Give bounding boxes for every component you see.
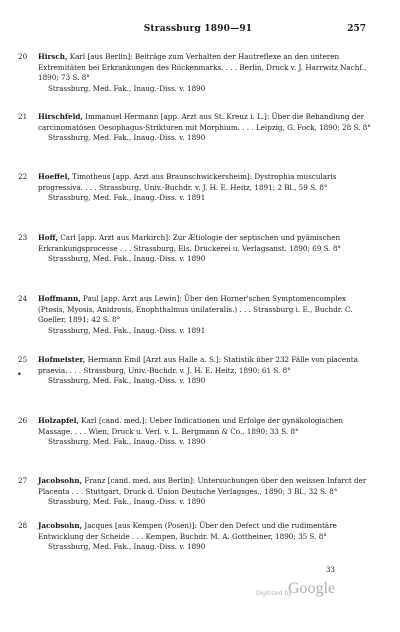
- entry-number: 20: [18, 52, 28, 61]
- entry-dissertation: Strassburg, Med. Fak., Inaug.-Diss. v. 1890: [48, 437, 206, 447]
- digitization-watermark: [256, 580, 386, 604]
- entry-text: Hermann Emil [Arzt aus Halle a. S.]: Statistik über 232 Fälle von placenta praevia. . . . Strassburg, Univ.-Buchdr. v. J. H. E. Heitz, 1890; 61 S. 8°: [38, 355, 358, 375]
- bibliography-entry: [18, 112, 372, 144]
- entry-dissertation: Strassburg, Med. Fak., Inaug.-Diss. v. 1890: [48, 83, 206, 93]
- entry-author: Hoffmann,: [38, 294, 81, 303]
- entry-text: Timotheus [app. Arzt aus Braunschwickersheim]: Dystrophia muscularis progressiva. . . . Strassburg, Univ.-Buchdr. v. J. H. E. Heitz, 1891; 2 Bl., 59 S. 8°: [38, 172, 337, 192]
- entry-author: Hoeffel,: [38, 172, 70, 181]
- bibliography-entry: [18, 172, 372, 204]
- bibliography-entry: [18, 476, 372, 508]
- entry-author: Hofmeister,: [38, 355, 86, 364]
- entry-dissertation: Strassburg, Med. Fak., Inaug.-Diss. v. 1890: [48, 376, 206, 386]
- entry-dissertation: Strassburg, Med. Fak., Inaug.-Diss. v. 1890: [48, 133, 206, 143]
- entry-number: 25: [18, 355, 28, 364]
- page-number: 257: [347, 24, 366, 34]
- entry-author: Hirschfeld,: [38, 112, 83, 121]
- entry-dissertation: Strassburg, Med. Fak., Inaug.-Diss. v. 1891: [48, 193, 206, 203]
- entry-text: Immanuel Hermann [app. Arzt aus St. Kreuz i. L.]: Über die Behandlung der carcinomatösen Oesophagus-Strikturen mit Morphium. . . . Leipzig, G. Fock, 1890; 28 S. 8°: [38, 112, 371, 132]
- entry-dissertation: Strassburg, Med. Fak., Inaug.-Diss. v. 1890: [48, 254, 206, 264]
- entry-author: Holzapfel,: [38, 416, 79, 425]
- bibliography-entry: [18, 52, 372, 94]
- entry-text: Carl [app. Arzt aus Markirch]: Zur Ætiologie der septischen und pyämischen Erkrankungsprocesse . . . Strassburg, Els. Druckerei u. Verlagsanst. 1890; 69 S. 8°: [38, 233, 342, 253]
- google-logo: Google: [288, 580, 336, 597]
- margin-mark: •: [17, 370, 22, 379]
- entry-number: 21: [18, 112, 28, 121]
- entry-number: 28: [18, 521, 28, 530]
- entry-author: Hirsch,: [38, 52, 68, 61]
- bibliography-entry: [18, 294, 372, 336]
- entry-number: 22: [18, 172, 28, 181]
- entry-text: Jacques [aus Kempen (Posen)]: Über den Defect und die rudimentäre Entwicklung der Scheide . . . Kempen, Buchdr. M. A. Gottheiner, 1890; 35 S. 8°: [38, 521, 337, 541]
- entry-number: 23: [18, 233, 28, 242]
- running-header: [30, 24, 366, 38]
- entry-dissertation: Strassburg, Med. Fak., Inaug.-Diss. v. 1891: [48, 325, 206, 335]
- bibliography-entry: [18, 233, 372, 265]
- header-title: Strassburg 1890—91: [143, 24, 253, 34]
- bibliography-entry: [18, 355, 372, 387]
- entry-text: Franz [cand. med. aus Berlin]: Untersuchungen über den weissen Infarct der Placenta . . . Stuttgart, Druck d. Union Deutsche Verlagsges., 1890; 3 Bl., 32 S. 8°: [38, 476, 367, 496]
- entry-author: Jacobsohn,: [38, 521, 83, 530]
- entry-author: Jacobsohn,: [38, 476, 83, 485]
- bibliography-entry: [18, 416, 372, 448]
- entry-text: Paul [app. Arzt aus Lewin]: Über den Horner'schen Symptomencomplex (Ptosis, Myosis, Anidrosis, Enophthalmus unilateralis.) . . . Strassburg i. E., Buchdr. C. Goeller, 1891; 42 S. 8°: [38, 294, 353, 325]
- signature-number: 33: [326, 566, 335, 574]
- entry-dissertation: Strassburg, Med. Fak., Inaug.-Diss. v. 1890: [48, 497, 206, 507]
- entry-dissertation: Strassburg, Med. Fak., Inaug.-Diss. v. 1890: [48, 542, 206, 552]
- entry-text: Karl [cand. med.]: Ueber Indicationen und Erfolge der gynäkologischen Massage. . . . Wien, Druck u. Verl. v. L. Bergmann & Co., 1890; 33 S. 8°: [38, 416, 344, 436]
- entry-text: Karl [aus Berlin]: Beiträge zum Verhalten der Hautreflexe an den unteren Extremitäten bei Erkrankungen des Rückenmarks. . . . Berlin, Druck v. J. Harrwitz Nachf., 1890; 73 S. 8°: [38, 52, 367, 83]
- watermark-prefix: Digitized by: [256, 590, 292, 597]
- entry-number: 27: [18, 476, 28, 485]
- entry-author: Hoff,: [38, 233, 58, 242]
- entry-number: 24: [18, 294, 28, 303]
- entry-number: 26: [18, 416, 28, 425]
- bibliography-entry: [18, 521, 372, 553]
